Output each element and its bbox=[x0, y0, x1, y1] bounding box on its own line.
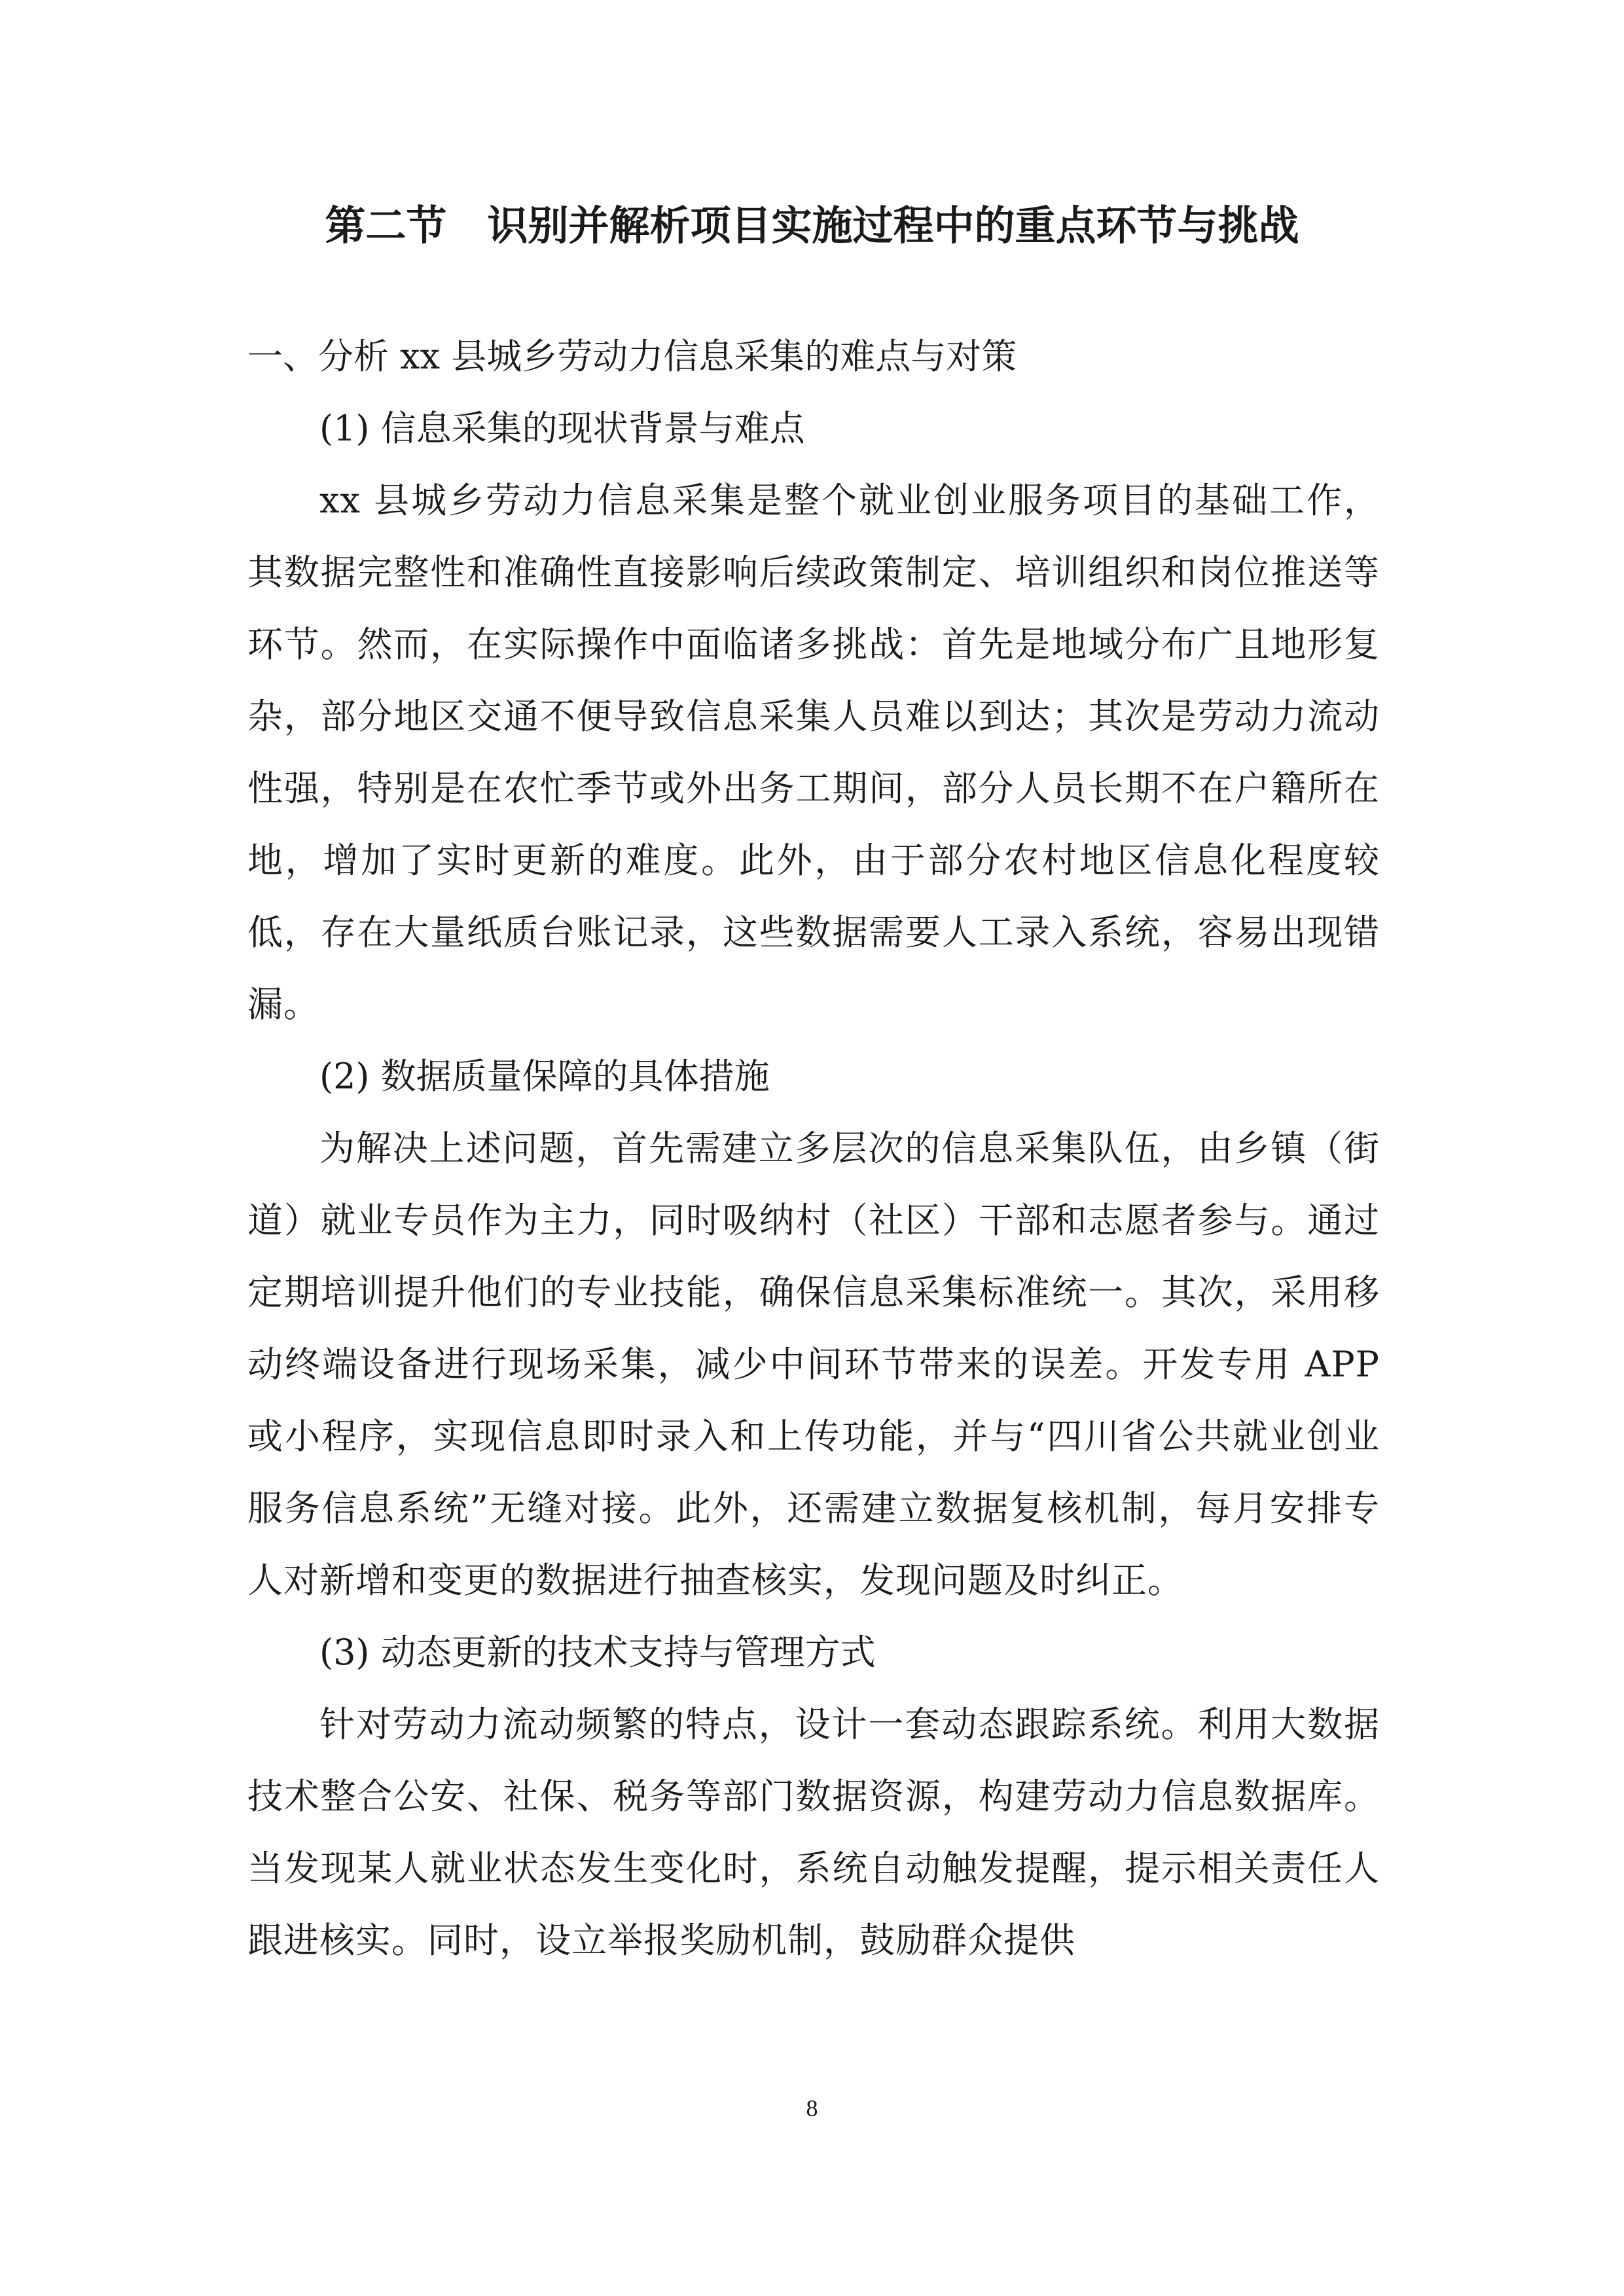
subsection-heading-3: (3) 动态更新的技术支持与管理方式 bbox=[319, 1632, 876, 1673]
subsection-heading-2: (2) 数据质量保障的具体措施 bbox=[319, 1056, 770, 1097]
section-title: 第二节 识别并解析项目实施过程中的重点环节与挑战 bbox=[325, 202, 1299, 249]
document-body bbox=[247, 321, 1380, 1977]
paragraph-2: 为解决上述问题，首先需建立多层次的信息采集队伍，由乡镇（街道）就业专员作为主力，同时吸纳村（社区）干部和志愿者参与。通过定期培训提升他们的专业技能，确保信息采集标准统一。其次，采用移动终端设备进行现场采集，减少中间环节带来的误差。开发专用 APP 或小程序，实现信息即时录入和上传功能，并与“四川省公共就业创业服务信息系统”无缝对接。此外，还需建立数据复核机制，每月安排专人对新增和变更的数据进行抽查核实，发现问题及时纠正。 bbox=[247, 1128, 1380, 1601]
paragraph-3: 针对劳动力流动频繁的特点，设计一套动态跟踪系统。利用大数据技术整合公安、社保、税务等部门数据资源，构建劳动力信息数据库。当发现某人就业状态发生变化时，系统自动触发提醒，提示相关责任人跟进核实。同时，设立举报奖励机制，鼓励群众提供 bbox=[247, 1704, 1380, 1961]
subsection-heading-1: (1) 信息采集的现状背景与难点 bbox=[319, 408, 805, 449]
paragraph-1: xx 县城乡劳动力信息采集是整个就业创业服务项目的基础工作，其数据完整性和准确性直接影响后续政策制定、培训组织和岗位推送等环节。然而，在实际操作中面临诸多挑战：首先是地域分布广且地形复杂，部分地区交通不便导致信息采集人员难以到达；其次是劳动力流动性强，特别是在农忙季节或外出务工期间，部分人员长期不在户籍所在地，增加了实时更新的难度。此外，由于部分农村地区信息化程度较低，存在大量纸质台账记录，这些数据需要人工录入系统，容易出现错漏。 bbox=[247, 480, 1380, 1025]
page-number: 8 bbox=[806, 2095, 818, 2121]
heading-level-1: 一、分析 xx 县城乡劳动力信息采集的难点与对策 bbox=[247, 336, 1017, 377]
